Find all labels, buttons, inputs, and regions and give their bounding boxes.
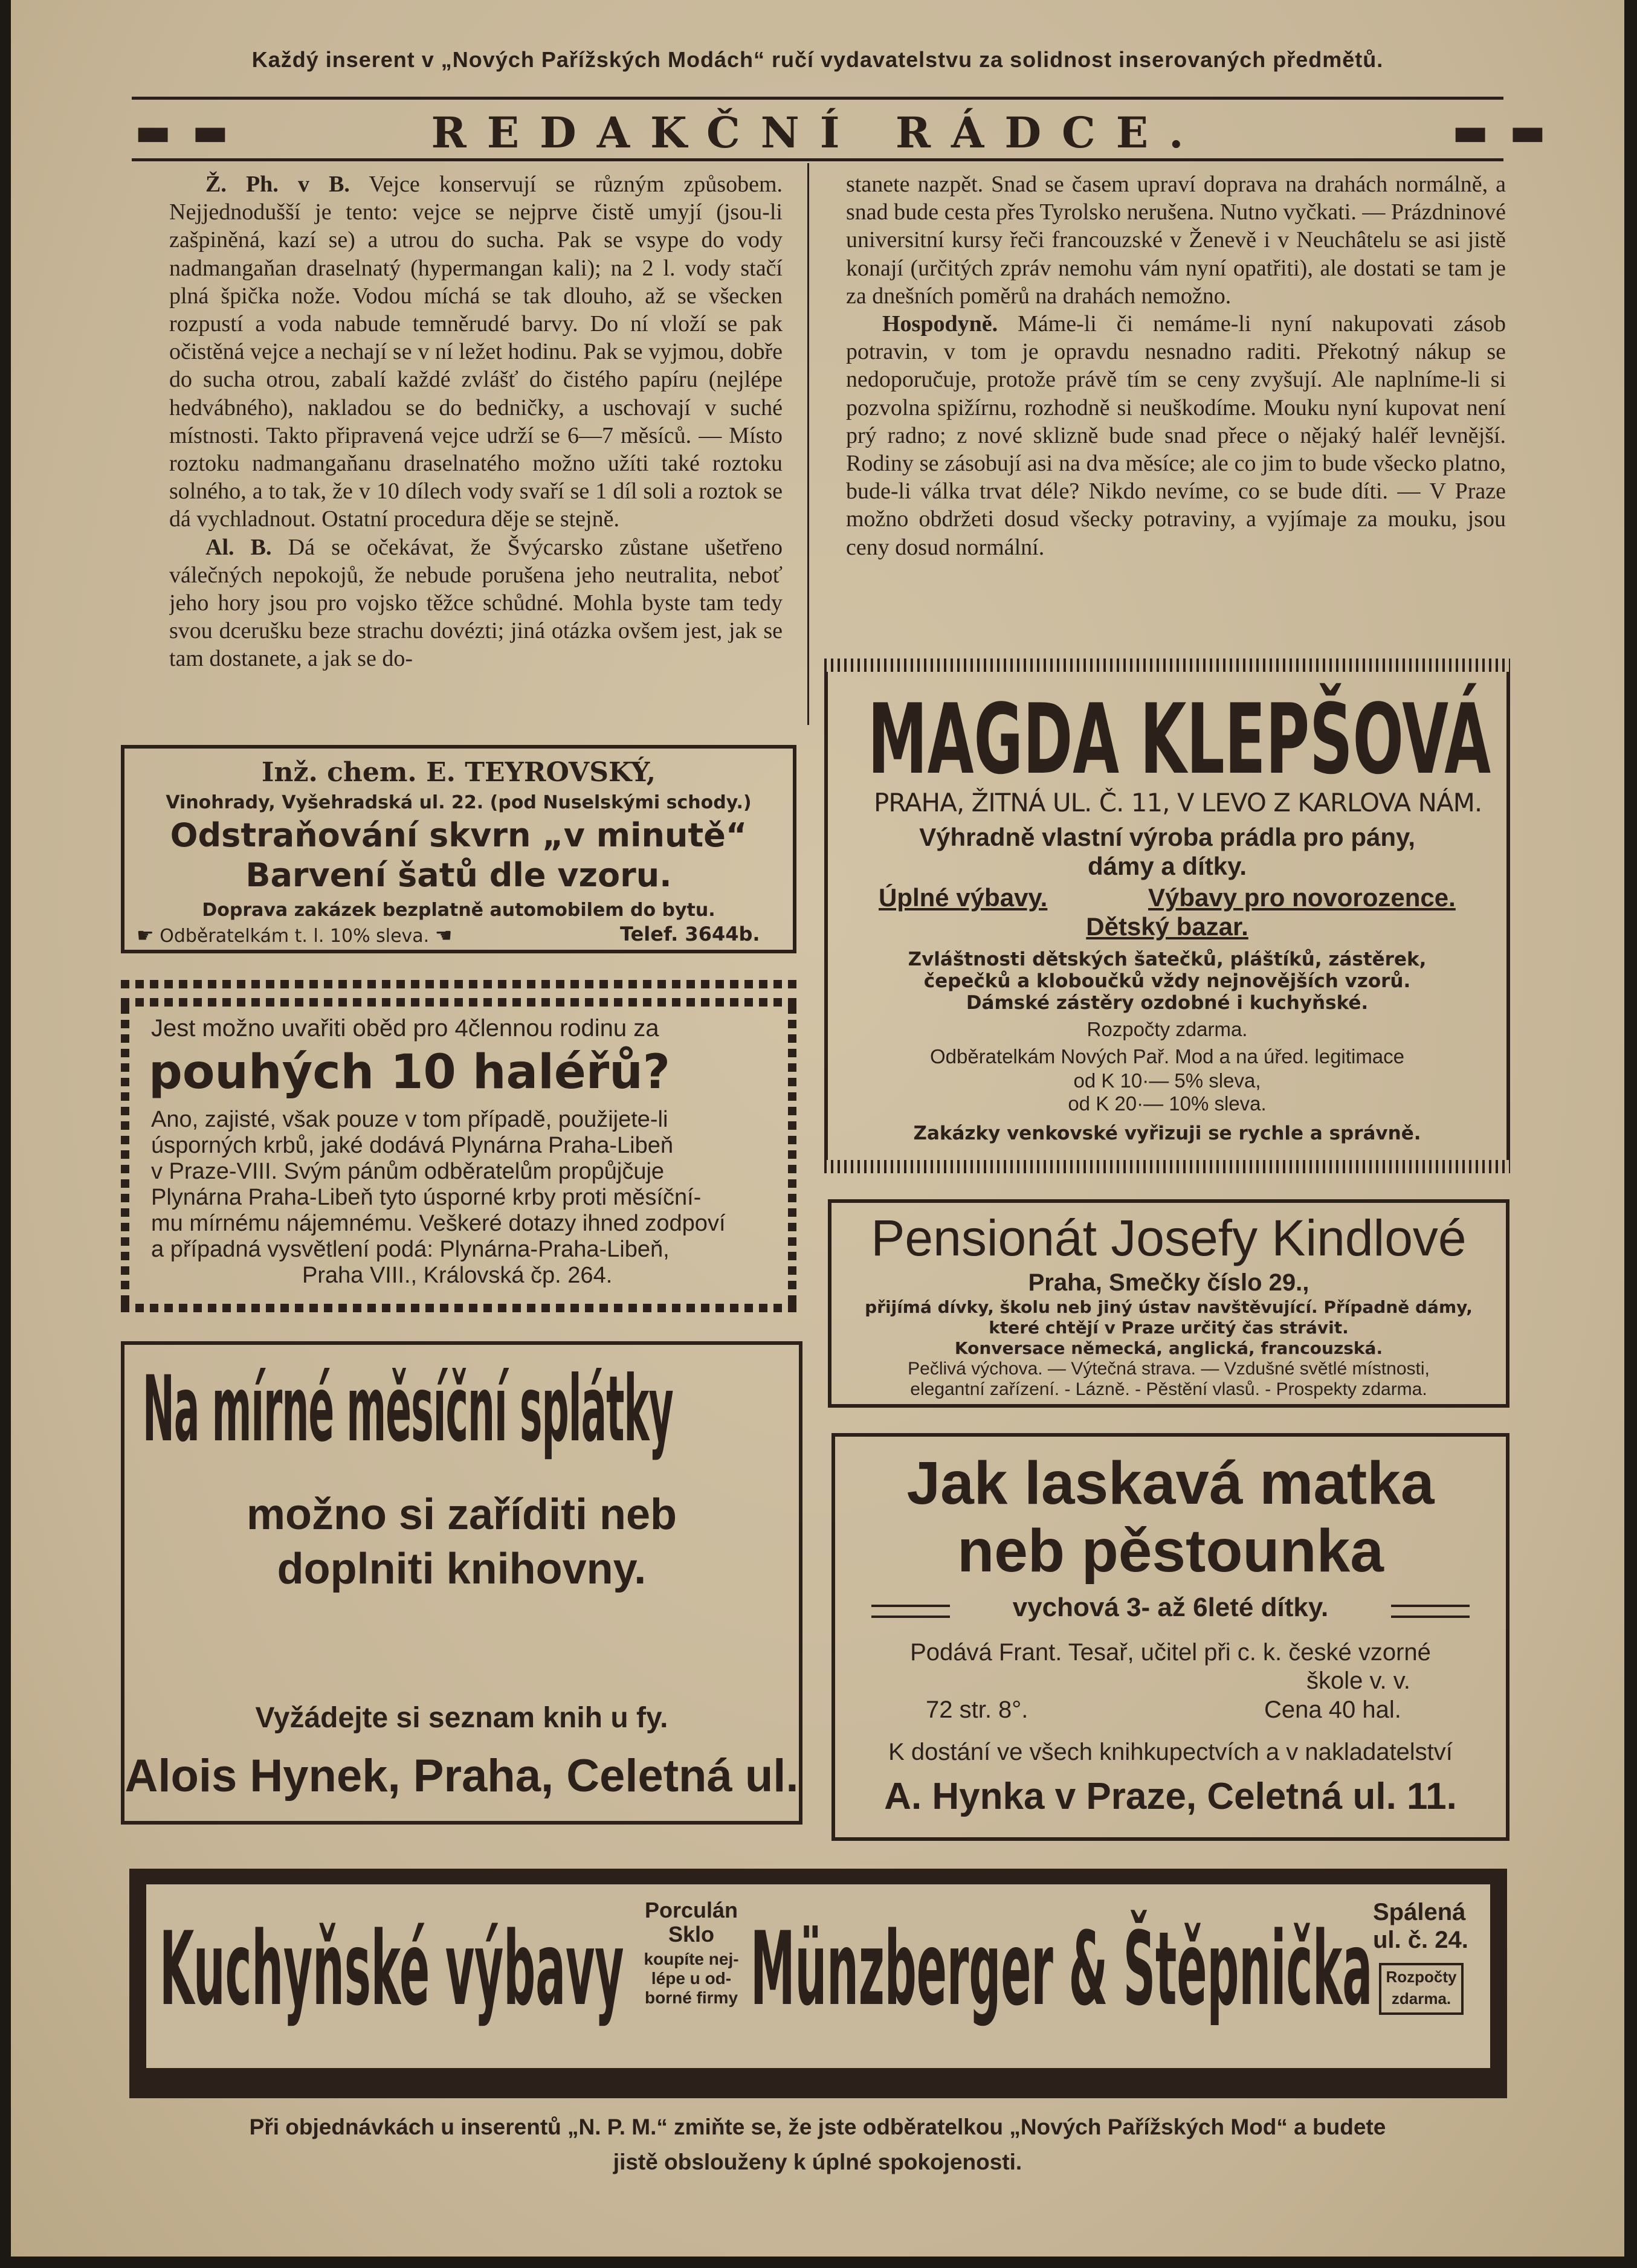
klepsova-l12: Zakázky venkovské vyřizuji se rychle a správně. bbox=[913, 1123, 1421, 1144]
klepsova-l3b: Výbavy pro novorozence. bbox=[1148, 883, 1456, 912]
section-title: REDAKČNÍ RÁDCE. bbox=[431, 108, 1204, 158]
ad-klepsova bbox=[824, 659, 1510, 1173]
munzberger-inner bbox=[146, 1884, 1490, 2068]
hynek-firm: Alois Hynek, Praha, Celetná ul. bbox=[124, 1750, 799, 1802]
kindlova-l2: které chtějí v Praze určitý čas strávit. bbox=[989, 1318, 1349, 1338]
tesar-l5: A. Hynka v Praze, Celetná ul. 11. bbox=[884, 1776, 1457, 1817]
klepsova-l8: Rozpočty zdarma. bbox=[1086, 1018, 1248, 1040]
border-squares-right bbox=[788, 1007, 796, 1304]
left-column bbox=[169, 170, 783, 726]
border-ticks-top bbox=[824, 659, 1510, 672]
answer2-text: Dá se očekávat, že Švýcarsko zůstane ušetřeno válečných nepokojů, že nebude porušena jeho neutralita, neboť jeho hory jsou pro vojsko těžce schůdné. Mohla byste tam tedy svou dcerušku beze strachu dovézti; jiná otázka ovšem jest, jak se tam dostanete, a jak se do- bbox=[169, 534, 783, 672]
hynek-sub1: možno si zaříditi neb bbox=[246, 1490, 677, 1539]
tesar-subtitle: vychová 3- až 6leté dítky. bbox=[1012, 1593, 1329, 1622]
teyrovsky-line1: Odstraňování skvrn „v minutě“ bbox=[170, 816, 747, 854]
tesar-l1: Podává Frant. Tesař, učitel při c. k. české vzorné bbox=[910, 1639, 1431, 1666]
ad-munzberger bbox=[129, 1869, 1507, 2098]
tesar-l3b: Cena 40 hal. bbox=[1264, 1696, 1401, 1723]
border-squares-bottom bbox=[121, 1304, 796, 1312]
answer2-label: Al. B. bbox=[205, 534, 272, 560]
tesar-title2: neb pěstounka bbox=[957, 1517, 1384, 1585]
tesar-l3a: 72 str. 8°. bbox=[926, 1696, 1028, 1723]
kindlova-address: Praha, Smečky číslo 29., bbox=[1028, 1269, 1309, 1296]
border-ticks-bottom bbox=[824, 1160, 1510, 1173]
dash-right: ▬ ▬ bbox=[1452, 110, 1550, 155]
border-squares-top bbox=[121, 980, 796, 988]
klepsova-name: MAGDA KLEPŠOVÁ bbox=[868, 683, 1491, 796]
newspaper-page bbox=[11, 0, 1624, 2257]
teyrovsky-phone: Telef. 3644b. bbox=[620, 923, 760, 946]
klepsova-l5: Zvláštnosti dětských šatečků, pláštíků, zástěrek, bbox=[908, 949, 1427, 970]
plynarna-line1: Jest možno uvařiti oběd pro 4člennou rodinu za bbox=[151, 1015, 659, 1042]
munzberger-badge1: Rozpočty bbox=[1386, 1968, 1457, 1986]
tesar-l4: K dostání ve všech knihkupectvích a v nakladatelství bbox=[888, 1739, 1453, 1765]
footer-line1: Při objednávkách u inserentů „N. P. M.“ zmiňte se, že jste odběratelkou „Nových Pařížských Mod“ a budete bbox=[249, 2115, 1386, 2139]
munzberger-mid2: Sklo bbox=[668, 1922, 715, 1947]
plynarna-l7: Praha VIII., Královská čp. 264. bbox=[302, 1263, 613, 1288]
klepsova-l3a: Úplné výbavy. bbox=[879, 883, 1048, 912]
ad-kindlova bbox=[828, 1199, 1509, 1408]
top-notice: Každý inserent v „Nových Pařížských Modách“ ručí vydavatelstvu za solidnost inserovaných předmětů. bbox=[251, 47, 1384, 72]
teyrovsky-discount-row bbox=[137, 924, 452, 947]
tesar-rule-right bbox=[1391, 1605, 1470, 1618]
ad-teyrovsky bbox=[121, 745, 796, 953]
klepsova-l7: Dámské zástěry ozdobné i kuchyňské. bbox=[966, 992, 1369, 1014]
column-divider bbox=[807, 163, 809, 725]
answer1-text: Vejce konservují se různým způsobem. Nejjednodušší je tento: vejce se nejprve čistě umyjí (jsou-li zašpiněná, kazí se) a utrou do sucha. Pak se vsype do vody nadmangaňan draselnatý (hypermangan kali); na 2 l. vody stačí plná špička nože. Vodou míchá se tak dlouho, až se všecken rozpustí a voda nabude temněrudé barvy. Do ní vloží se pak očistěná vejce a nechají se v ní ležet hodinu. Pak se vyjmou, dobře do sucha otrou, zabalí každé zvlášť do čistého papíru (nejlépe hedvábného), nakladou se do bedničky, a uschovají v suché místnosti. Takto připravená vejce udrží se 6—7 měsíců. — Místo roztoku nadmangaňanu draselnatého možno užíti také roztoku solného, a to tak, že v 10 dílech vody svaří se 1 díl soli a roztok se dá vychladnout. Ostatní procedura děje se stejně. bbox=[169, 172, 783, 532]
header-rule-bottom bbox=[132, 158, 1503, 161]
teyrovsky-line3: Doprava zakázek bezplatně automobilem do bytu. bbox=[202, 900, 715, 921]
munzberger-badge bbox=[1379, 1963, 1464, 2015]
plynarna-l4: Plynárna Praha-Libeň tyto úsporné krby proti měsíční- bbox=[151, 1185, 702, 1210]
ad-tesar bbox=[831, 1433, 1509, 1841]
hynek-request: Vyžádejte si seznam knih u fy. bbox=[255, 1702, 668, 1734]
klepsova-l6: čepečků a kloboučků vždy nejnovějších vzorů. bbox=[923, 970, 1411, 992]
munzberger-addr2: ul. č. 24. bbox=[1373, 1927, 1468, 1953]
answer3-text: Máme-li či nemáme-li nyní nakupovati zásob potravin, v tom je opravdu nesnadno raditi. Překotný nákup se nedoporučuje, protože právě tím se ceny zvyšují. Ale naplníme-li si pozvolna spižírnu, rozhodně si neuškodíme. Mouku nyní kupovat není prý radno; z nové sklizně bude snad přece o nějaký haléř levnější. Rodiny se zásobují asi na dva měsíce; ale co jim to bude všecko platno, bude-li válka trvat déle? Nikdo nevíme, co se bude díti. — V Praze možno obdržeti dosud všecky potraviny, a vyjímaje za mouku, jsou ceny dosud normální. bbox=[846, 311, 1506, 560]
plynarna-l5: mu mírnému nájemnému. Veškeré dotazy ihned zodpoví bbox=[151, 1211, 726, 1236]
klepsova-l11: od K 20·— 10% sleva. bbox=[1068, 1092, 1267, 1115]
header-rule-top bbox=[132, 97, 1503, 100]
pointing-hand-icon-left: ☚ bbox=[434, 924, 453, 947]
klepsova-l4: Dětský bazar. bbox=[1086, 912, 1248, 941]
klepsova-l9: Odběratelkám Nových Pař. Mod a na úřed. legitimace bbox=[929, 1045, 1405, 1068]
hynek-headline: Na mírné měsíční splátky bbox=[143, 1357, 673, 1462]
kindlova-name: Pensionát Josefy Kindlové bbox=[871, 1210, 1467, 1266]
teyrovsky-line2: Barvení šatů dle vzoru. bbox=[245, 856, 672, 894]
ad-hynek bbox=[121, 1341, 802, 1825]
teyrovsky-discount: Odběratelkám t. l. 10% sleva. bbox=[160, 926, 430, 947]
border-squares-top-2 bbox=[121, 998, 796, 1007]
kindlova-l4: Pečlivá výchova. — Výtečná strava. — Vzdušné světlé místnosti, bbox=[908, 1359, 1430, 1379]
munzberger-mid5: borné firmy bbox=[644, 1988, 738, 2007]
answer3-label: Hospodyně. bbox=[882, 311, 998, 337]
dash-left: ▬ ▬ bbox=[135, 110, 233, 155]
munzberger-mid3: koupíte nej- bbox=[644, 1950, 739, 1968]
kindlova-l3: Konversace německá, anglická, francouzská. bbox=[954, 1338, 1383, 1358]
pointing-hand-icon: ☛ bbox=[137, 924, 154, 947]
teyrovsky-address: Vinohrady, Vyšehradská ul. 22. (pod Nuselskými schody.) bbox=[166, 792, 752, 813]
kindlova-l5: elegantní zařízení. - Lázně. - Pěstění vlasů. - Prospekty zdarma. bbox=[910, 1379, 1427, 1399]
answer1-label: Ž. Ph. v B. bbox=[205, 172, 350, 197]
munzberger-firm: Münzberger & Štěpnička bbox=[751, 1910, 1373, 2028]
continuation-text: stanete nazpět. Snad se časem upraví doprava na drahách normálně, a snad bude cesta přes Tyrolsko nerušena. Nutno vyčkati. — Prázdninové universitní kursy řeči francouzské v Ženevě i v Neuchâtelu se asi jistě konají (určitých zpráv nemohu vám nyní opatřiti), ale dostati se tam je za dnešních poměrů na drahách nemožno. bbox=[846, 172, 1506, 309]
klepsova-l10: od K 10·— 5% sleva, bbox=[1073, 1069, 1261, 1092]
kindlova-l1: přijímá dívky, školu neb jiný ústav navštěvující. Případně dámy, bbox=[865, 1297, 1473, 1317]
plynarna-l6: a případná vysvětlení podá: Plynárna-Praha-Libeň, bbox=[151, 1237, 670, 1262]
munzberger-badge2: zdarma. bbox=[1391, 1989, 1451, 2008]
teyrovsky-name: Inž. chem. E. TEYROVSKÝ, bbox=[261, 757, 656, 788]
hynek-sub2: doplniti knihovny. bbox=[277, 1545, 647, 1593]
klepsova-l1: Výhradně vlastní výroba prádla pro pány, bbox=[919, 823, 1415, 851]
munzberger-left: Kuchyňské výbavy bbox=[160, 1910, 624, 2028]
plynarna-l3: v Praze-VIII. Svým pánům odběratelům propůjčuje bbox=[151, 1159, 665, 1184]
border-squares-left bbox=[121, 1007, 129, 1304]
klepsova-l2: dámy a dítky. bbox=[1088, 852, 1247, 880]
munzberger-addr1: Spálená bbox=[1373, 1899, 1466, 1925]
plynarna-headline: pouhých 10 haléřů? bbox=[149, 1045, 670, 1100]
footer-line2: jistě obslouženy k úplné spokojenosti. bbox=[613, 2150, 1022, 2174]
munzberger-mid4: lépe u od- bbox=[651, 1969, 732, 1988]
right-column bbox=[846, 170, 1506, 639]
plynarna-l2: úsporných krbů, jaké dodává Plynárna Praha-Libeň bbox=[151, 1133, 673, 1158]
tesar-title1: Jak laskavá matka bbox=[906, 1449, 1435, 1517]
plynarna-l1: Ano, zajisté, však pouze v tom případě, použijete-li bbox=[151, 1107, 668, 1132]
munzberger-mid1: Porculán bbox=[644, 1898, 738, 1922]
tesar-l2: škole v. v. bbox=[1306, 1667, 1410, 1694]
klepsova-address: PRAHA, ŽITNÁ UL. Č. 11, V LEVO Z KARLOVA NÁM. bbox=[874, 788, 1482, 817]
ad-plynarna bbox=[121, 980, 796, 1315]
